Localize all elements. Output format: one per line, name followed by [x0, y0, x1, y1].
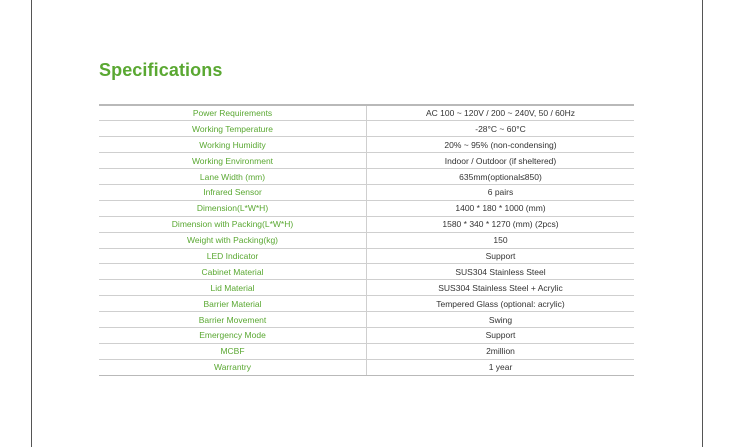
spec-label: Power Requirements: [99, 105, 367, 121]
spec-label: Barrier Movement: [99, 312, 367, 328]
spec-value: Support: [367, 327, 635, 343]
table-row: [99, 121, 634, 137]
spec-value: 6 pairs: [367, 184, 635, 200]
table-row: [99, 200, 634, 216]
spec-value: Indoor / Outdoor (if sheltered): [367, 153, 635, 169]
table-row: [99, 105, 634, 121]
table-row: [99, 184, 634, 200]
spec-label: Working Temperature: [99, 121, 367, 137]
table-row: [99, 296, 634, 312]
spec-label: Barrier Material: [99, 296, 367, 312]
table-row: [99, 264, 634, 280]
table-row: [99, 248, 634, 264]
spec-value: 1 year: [367, 359, 635, 375]
table-row: [99, 343, 634, 359]
spec-value: 1400 * 180 * 1000 (mm): [367, 200, 635, 216]
table-row: [99, 153, 634, 169]
table-row: [99, 327, 634, 343]
spec-label: Cabinet Material: [99, 264, 367, 280]
page-title: Specifications: [99, 60, 223, 80]
spec-value: -28°C ~ 60°C: [367, 121, 635, 137]
spec-label: Infrared Sensor: [99, 184, 367, 200]
specifications-table: [99, 104, 634, 376]
spec-label: Lid Material: [99, 280, 367, 296]
spec-label: Emergency Mode: [99, 327, 367, 343]
spec-value: SUS304 Stainless Steel + Acrylic: [367, 280, 635, 296]
table-row: [99, 137, 634, 153]
spec-label: Dimension(L*W*H): [99, 200, 367, 216]
spec-label: Lane Width (mm): [99, 169, 367, 185]
spec-label: LED Indicator: [99, 248, 367, 264]
table-row: [99, 232, 634, 248]
table-row: [99, 216, 634, 232]
spec-value: SUS304 Stainless Steel: [367, 264, 635, 280]
table-row: [99, 280, 634, 296]
table-row: [99, 359, 634, 375]
spec-value: Swing: [367, 312, 635, 328]
spec-value: 635mm(optional≤850): [367, 169, 635, 185]
spec-value: 1580 * 340 * 1270 (mm) (2pcs): [367, 216, 635, 232]
spec-value: Support: [367, 248, 635, 264]
spec-label: Dimension with Packing(L*W*H): [99, 216, 367, 232]
table-row: [99, 312, 634, 328]
spec-label: Working Environment: [99, 153, 367, 169]
spec-label: Weight with Packing(kg): [99, 232, 367, 248]
spec-value: AC 100 ~ 120V / 200 ~ 240V, 50 / 60Hz: [367, 105, 635, 121]
spec-value: 20% ~ 95% (non-condensing): [367, 137, 635, 153]
spec-label: Working Humidity: [99, 137, 367, 153]
spec-value: 150: [367, 232, 635, 248]
spec-label: Warrantry: [99, 359, 367, 375]
spec-value: 2million: [367, 343, 635, 359]
table-row: [99, 169, 634, 185]
spec-label: MCBF: [99, 343, 367, 359]
spec-value: Tempered Glass (optional: acrylic): [367, 296, 635, 312]
